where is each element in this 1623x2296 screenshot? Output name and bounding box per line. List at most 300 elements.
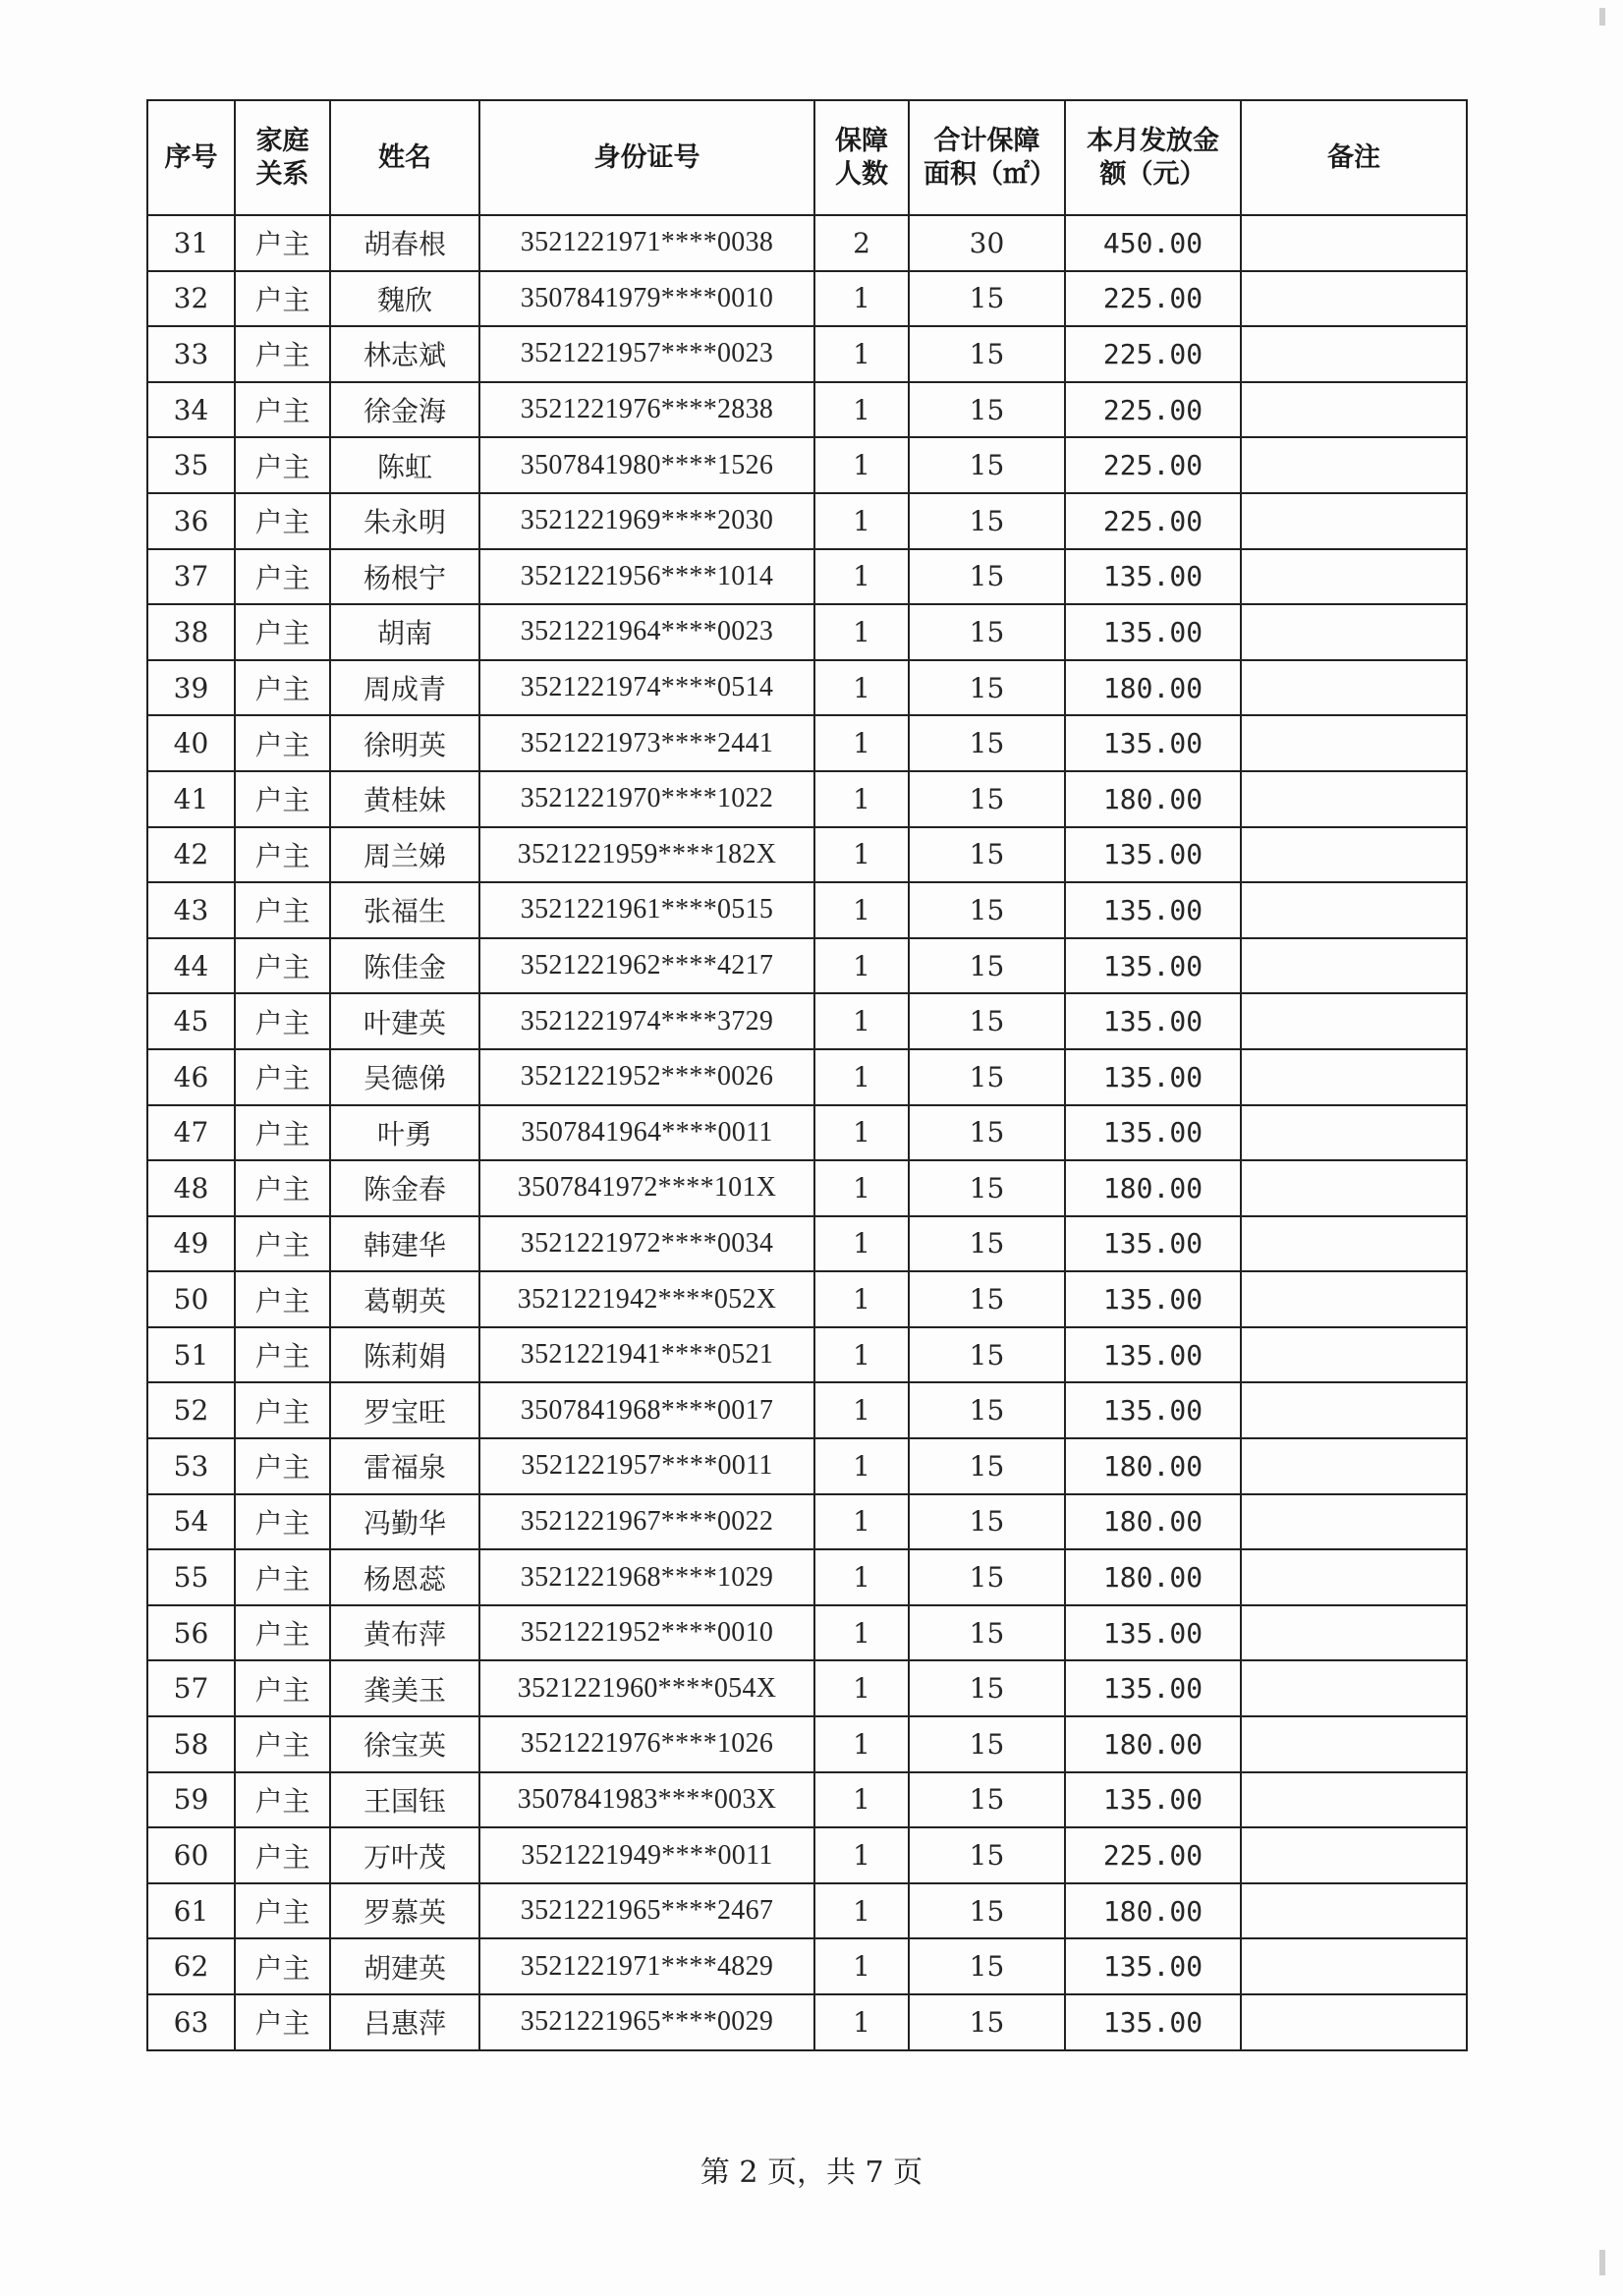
cell-persons: 1 [814, 771, 909, 827]
cell-area: 15 [909, 1049, 1065, 1105]
cell-id-number: 3521221973****2441 [479, 715, 814, 771]
cell-name: 胡南 [330, 604, 479, 660]
cell-name: 胡春根 [330, 215, 479, 271]
cell-remark [1241, 1827, 1467, 1883]
table-row [147, 1883, 1467, 1939]
cell-persons: 1 [814, 1716, 909, 1772]
cell-area: 15 [909, 1605, 1065, 1661]
cell-seq: 60 [147, 1827, 235, 1883]
cell-area: 15 [909, 938, 1065, 994]
cell-seq: 62 [147, 1938, 235, 1994]
cell-persons: 1 [814, 993, 909, 1049]
cell-id-number: 3521221952****0026 [479, 1049, 814, 1105]
table-row [147, 1160, 1467, 1216]
cell-id-number: 3521221964****0023 [479, 604, 814, 660]
cell-persons: 1 [814, 1605, 909, 1661]
cell-persons: 1 [814, 1438, 909, 1494]
cell-name: 吕惠萍 [330, 1994, 479, 2050]
cell-remark [1241, 1660, 1467, 1716]
cell-persons: 1 [814, 493, 909, 549]
cell-area: 15 [909, 604, 1065, 660]
cell-seq: 47 [147, 1105, 235, 1161]
cell-seq: 57 [147, 1660, 235, 1716]
cell-seq: 56 [147, 1605, 235, 1661]
cell-seq: 52 [147, 1382, 235, 1438]
cell-persons: 1 [814, 1049, 909, 1105]
table-row [147, 938, 1467, 994]
table-row [147, 993, 1467, 1049]
cell-persons: 1 [814, 1660, 909, 1716]
cell-area: 15 [909, 549, 1065, 605]
cell-area: 30 [909, 215, 1065, 271]
cell-amount: 135.00 [1065, 1382, 1241, 1438]
cell-persons: 1 [814, 1772, 909, 1828]
cell-persons: 1 [814, 382, 909, 438]
cell-seq: 31 [147, 215, 235, 271]
cell-amount: 225.00 [1065, 493, 1241, 549]
subsidy-roster-table [146, 99, 1468, 2051]
cell-persons: 1 [814, 326, 909, 382]
cell-relation: 户主 [235, 1327, 330, 1383]
cell-persons: 1 [814, 1494, 909, 1550]
header-relation: 家庭关系 [235, 100, 330, 215]
cell-seq: 55 [147, 1549, 235, 1605]
cell-remark [1241, 382, 1467, 438]
cell-id-number: 3521221960****054X [479, 1660, 814, 1716]
cell-id-number: 3521221970****1022 [479, 771, 814, 827]
cell-id-number: 3521221957****0023 [479, 326, 814, 382]
cell-seq: 48 [147, 1160, 235, 1216]
cell-persons: 1 [814, 1105, 909, 1161]
cell-area: 15 [909, 827, 1065, 883]
cell-seq: 45 [147, 993, 235, 1049]
cell-name: 韩建华 [330, 1216, 479, 1272]
header-seq: 序号 [147, 100, 235, 215]
cell-area: 15 [909, 1883, 1065, 1939]
cell-area: 15 [909, 1938, 1065, 1994]
cell-name: 张福生 [330, 882, 479, 938]
cell-amount: 135.00 [1065, 1216, 1241, 1272]
cell-area: 15 [909, 326, 1065, 382]
cell-amount: 180.00 [1065, 1883, 1241, 1939]
cell-persons: 1 [814, 1216, 909, 1272]
table-row [147, 1327, 1467, 1383]
cell-id-number: 3521221959****182X [479, 827, 814, 883]
cell-remark [1241, 493, 1467, 549]
cell-seq: 61 [147, 1883, 235, 1939]
cell-remark [1241, 1549, 1467, 1605]
cell-name: 徐宝英 [330, 1716, 479, 1772]
cell-relation: 户主 [235, 1216, 330, 1272]
cell-relation: 户主 [235, 326, 330, 382]
cell-remark [1241, 771, 1467, 827]
table-row [147, 1660, 1467, 1716]
table-row [147, 660, 1467, 716]
cell-seq: 50 [147, 1271, 235, 1327]
cell-amount: 225.00 [1065, 326, 1241, 382]
cell-amount: 135.00 [1065, 604, 1241, 660]
cell-id-number: 3521221976****2838 [479, 382, 814, 438]
table-row [147, 215, 1467, 271]
table-row [147, 1716, 1467, 1772]
cell-amount: 180.00 [1065, 1438, 1241, 1494]
cell-persons: 1 [814, 604, 909, 660]
cell-seq: 51 [147, 1327, 235, 1383]
cell-area: 15 [909, 437, 1065, 493]
cell-name: 林志斌 [330, 326, 479, 382]
cell-persons: 1 [814, 1160, 909, 1216]
cell-seq: 49 [147, 1216, 235, 1272]
cell-persons: 1 [814, 1271, 909, 1327]
table-row [147, 493, 1467, 549]
cell-remark [1241, 1994, 1467, 2050]
cell-seq: 42 [147, 827, 235, 883]
cell-remark [1241, 549, 1467, 605]
cell-remark [1241, 1216, 1467, 1272]
header-name: 姓名 [330, 100, 479, 215]
cell-id-number: 3521221962****4217 [479, 938, 814, 994]
cell-id-number: 3507841983****003X [479, 1772, 814, 1828]
cell-amount: 180.00 [1065, 1716, 1241, 1772]
cell-name: 胡建英 [330, 1938, 479, 1994]
cell-relation: 户主 [235, 993, 330, 1049]
cell-id-number: 3507841964****0011 [479, 1105, 814, 1161]
cell-seq: 41 [147, 771, 235, 827]
cell-name: 杨根宁 [330, 549, 479, 605]
cell-area: 15 [909, 271, 1065, 327]
table-row [147, 1605, 1467, 1661]
cell-remark [1241, 1494, 1467, 1550]
cell-remark [1241, 437, 1467, 493]
cell-name: 陈莉娟 [330, 1327, 479, 1383]
cell-remark [1241, 1049, 1467, 1105]
cell-remark [1241, 604, 1467, 660]
cell-relation: 户主 [235, 1605, 330, 1661]
cell-name: 陈虹 [330, 437, 479, 493]
cell-name: 罗宝旺 [330, 1382, 479, 1438]
cell-relation: 户主 [235, 1494, 330, 1550]
cell-relation: 户主 [235, 271, 330, 327]
cell-remark [1241, 1327, 1467, 1383]
cell-amount: 135.00 [1065, 1994, 1241, 2050]
cell-id-number: 3521221971****4829 [479, 1938, 814, 1994]
table-body [147, 215, 1467, 2050]
cell-amount: 180.00 [1065, 771, 1241, 827]
cell-id-number: 3521221952****0010 [479, 1605, 814, 1661]
cell-id-number: 3521221941****0521 [479, 1327, 814, 1383]
cell-seq: 58 [147, 1716, 235, 1772]
cell-relation: 户主 [235, 382, 330, 438]
cell-id-number: 3521221969****2030 [479, 493, 814, 549]
table-row [147, 1049, 1467, 1105]
cell-amount: 180.00 [1065, 1160, 1241, 1216]
cell-area: 15 [909, 1438, 1065, 1494]
header-remark: 备注 [1241, 100, 1467, 215]
cell-id-number: 3507841972****101X [479, 1160, 814, 1216]
cell-relation: 户主 [235, 771, 330, 827]
cell-id-number: 3521221974****3729 [479, 993, 814, 1049]
cell-area: 15 [909, 1827, 1065, 1883]
page-number-footer: 第 2 页，共 7 页 [700, 2156, 923, 2190]
cell-seq: 32 [147, 271, 235, 327]
cell-name: 陈金春 [330, 1160, 479, 1216]
cell-relation: 户主 [235, 1271, 330, 1327]
cell-id-number: 3521221965****0029 [479, 1994, 814, 2050]
cell-id-number: 3521221976****1026 [479, 1716, 814, 1772]
cell-relation: 户主 [235, 215, 330, 271]
cell-remark [1241, 938, 1467, 994]
cell-seq: 35 [147, 437, 235, 493]
cell-remark [1241, 215, 1467, 271]
cell-amount: 180.00 [1065, 1549, 1241, 1605]
cell-name: 龚美玉 [330, 1660, 479, 1716]
cell-name: 魏欣 [330, 271, 479, 327]
cell-name: 周成青 [330, 660, 479, 716]
cell-name: 叶建英 [330, 993, 479, 1049]
cell-relation: 户主 [235, 1772, 330, 1828]
cell-seq: 43 [147, 882, 235, 938]
cell-id-number: 3521221967****0022 [479, 1494, 814, 1550]
cell-persons: 1 [814, 715, 909, 771]
cell-seq: 37 [147, 549, 235, 605]
cell-relation: 户主 [235, 1382, 330, 1438]
cell-relation: 户主 [235, 938, 330, 994]
cell-seq: 33 [147, 326, 235, 382]
cell-relation: 户主 [235, 1160, 330, 1216]
cell-area: 15 [909, 1660, 1065, 1716]
cell-id-number: 3521221961****0515 [479, 882, 814, 938]
cell-id-number: 3507841968****0017 [479, 1382, 814, 1438]
table-row [147, 1994, 1467, 2050]
cell-id-number: 3521221965****2467 [479, 1883, 814, 1939]
cell-persons: 1 [814, 1883, 909, 1939]
cell-area: 15 [909, 1105, 1065, 1161]
cell-name: 万叶茂 [330, 1827, 479, 1883]
cell-id-number: 3507841979****0010 [479, 271, 814, 327]
cell-id-number: 3521221974****0514 [479, 660, 814, 716]
table-row [147, 326, 1467, 382]
header-id-number: 身份证号 [479, 100, 814, 215]
cell-amount: 135.00 [1065, 549, 1241, 605]
table-row [147, 882, 1467, 938]
cell-name: 黄桂妹 [330, 771, 479, 827]
cell-name: 雷福泉 [330, 1438, 479, 1494]
cell-name: 黄布萍 [330, 1605, 479, 1661]
cell-amount: 225.00 [1065, 437, 1241, 493]
cell-remark [1241, 660, 1467, 716]
table-row [147, 1271, 1467, 1327]
cell-id-number: 3521221942****052X [479, 1271, 814, 1327]
table-row [147, 549, 1467, 605]
cell-area: 15 [909, 1160, 1065, 1216]
cell-remark [1241, 1938, 1467, 1994]
cell-name: 徐明英 [330, 715, 479, 771]
cell-name: 王国钰 [330, 1772, 479, 1828]
cell-persons: 1 [814, 1938, 909, 1994]
cell-seq: 54 [147, 1494, 235, 1550]
cell-remark [1241, 326, 1467, 382]
cell-amount: 135.00 [1065, 1772, 1241, 1828]
cell-persons: 1 [814, 938, 909, 994]
table-row [147, 771, 1467, 827]
table-row [147, 1105, 1467, 1161]
cell-amount: 135.00 [1065, 1271, 1241, 1327]
table-row [147, 382, 1467, 438]
cell-id-number: 3521221956****1014 [479, 549, 814, 605]
table-header-row [147, 100, 1467, 215]
cell-persons: 1 [814, 1327, 909, 1383]
cell-relation: 户主 [235, 604, 330, 660]
cell-id-number: 3521221972****0034 [479, 1216, 814, 1272]
cell-name: 叶勇 [330, 1105, 479, 1161]
cell-id-number: 3521221968****1029 [479, 1549, 814, 1605]
cell-seq: 34 [147, 382, 235, 438]
cell-relation: 户主 [235, 1716, 330, 1772]
header-amount: 本月发放金额（元） [1065, 100, 1241, 215]
cell-area: 15 [909, 493, 1065, 549]
cell-id-number: 3507841980****1526 [479, 437, 814, 493]
cell-amount: 135.00 [1065, 1327, 1241, 1383]
cell-area: 15 [909, 1772, 1065, 1828]
cell-area: 15 [909, 1716, 1065, 1772]
cell-relation: 户主 [235, 437, 330, 493]
cell-seq: 46 [147, 1049, 235, 1105]
cell-amount: 135.00 [1065, 827, 1241, 883]
cell-relation: 户主 [235, 549, 330, 605]
cell-amount: 135.00 [1065, 1938, 1241, 1994]
cell-amount: 135.00 [1065, 715, 1241, 771]
cell-persons: 1 [814, 1549, 909, 1605]
cell-area: 15 [909, 1382, 1065, 1438]
cell-seq: 59 [147, 1772, 235, 1828]
cell-name: 徐金海 [330, 382, 479, 438]
cell-amount: 135.00 [1065, 1660, 1241, 1716]
cell-seq: 44 [147, 938, 235, 994]
cell-amount: 135.00 [1065, 1105, 1241, 1161]
cell-relation: 户主 [235, 1438, 330, 1494]
cell-relation: 户主 [235, 1660, 330, 1716]
cell-relation: 户主 [235, 1549, 330, 1605]
cell-amount: 135.00 [1065, 1605, 1241, 1661]
cell-persons: 1 [814, 882, 909, 938]
cell-name: 冯勤华 [330, 1494, 479, 1550]
cell-remark [1241, 1883, 1467, 1939]
cell-persons: 1 [814, 1827, 909, 1883]
table-row [147, 1938, 1467, 1994]
table-row [147, 271, 1467, 327]
cell-relation: 户主 [235, 493, 330, 549]
cell-relation: 户主 [235, 827, 330, 883]
header-persons: 保障人数 [814, 100, 909, 215]
cell-relation: 户主 [235, 882, 330, 938]
table-row [147, 604, 1467, 660]
cell-persons: 1 [814, 1994, 909, 2050]
cell-persons: 2 [814, 215, 909, 271]
cell-area: 15 [909, 382, 1065, 438]
cell-id-number: 3521221957****0011 [479, 1438, 814, 1494]
cell-relation: 户主 [235, 1049, 330, 1105]
cell-remark [1241, 1605, 1467, 1661]
cell-name: 罗慕英 [330, 1883, 479, 1939]
cell-persons: 1 [814, 271, 909, 327]
cell-remark [1241, 715, 1467, 771]
table-row [147, 1549, 1467, 1605]
cell-relation: 户主 [235, 1938, 330, 1994]
cell-seq: 39 [147, 660, 235, 716]
cell-remark [1241, 1716, 1467, 1772]
cell-seq: 40 [147, 715, 235, 771]
cell-area: 15 [909, 660, 1065, 716]
cell-area: 15 [909, 771, 1065, 827]
table-row [147, 1772, 1467, 1828]
cell-persons: 1 [814, 1382, 909, 1438]
cell-amount: 450.00 [1065, 215, 1241, 271]
cell-area: 15 [909, 1494, 1065, 1550]
cell-area: 15 [909, 1327, 1065, 1383]
cell-remark [1241, 882, 1467, 938]
cell-remark [1241, 993, 1467, 1049]
table-row [147, 1382, 1467, 1438]
cell-amount: 135.00 [1065, 938, 1241, 994]
cell-area: 15 [909, 993, 1065, 1049]
cell-relation: 户主 [235, 1883, 330, 1939]
table-row [147, 1494, 1467, 1550]
cell-remark [1241, 1271, 1467, 1327]
cell-area: 15 [909, 882, 1065, 938]
cell-seq: 38 [147, 604, 235, 660]
cell-relation: 户主 [235, 715, 330, 771]
cell-area: 15 [909, 715, 1065, 771]
table-row [147, 1216, 1467, 1272]
cell-amount: 225.00 [1065, 1827, 1241, 1883]
cell-remark [1241, 1105, 1467, 1161]
cell-amount: 135.00 [1065, 993, 1241, 1049]
table-row [147, 437, 1467, 493]
cell-amount: 225.00 [1065, 382, 1241, 438]
cell-amount: 180.00 [1065, 660, 1241, 716]
cell-name: 陈佳金 [330, 938, 479, 994]
cell-relation: 户主 [235, 1994, 330, 2050]
table-row [147, 827, 1467, 883]
cell-persons: 1 [814, 549, 909, 605]
cell-amount: 225.00 [1065, 271, 1241, 327]
cell-amount: 135.00 [1065, 882, 1241, 938]
cell-name: 周兰娣 [330, 827, 479, 883]
cell-relation: 户主 [235, 1827, 330, 1883]
cell-persons: 1 [814, 437, 909, 493]
table-row [147, 1827, 1467, 1883]
cell-amount: 135.00 [1065, 1049, 1241, 1105]
cell-remark [1241, 271, 1467, 327]
cell-seq: 63 [147, 1994, 235, 2050]
header-area: 合计保障面积（㎡） [909, 100, 1065, 215]
cell-seq: 53 [147, 1438, 235, 1494]
cell-persons: 1 [814, 827, 909, 883]
cell-name: 吴德俤 [330, 1049, 479, 1105]
cell-remark [1241, 1160, 1467, 1216]
cell-name: 葛朝英 [330, 1271, 479, 1327]
cell-id-number: 3521221971****0038 [479, 215, 814, 271]
scan-edge-mark [1599, 2250, 1605, 2275]
cell-seq: 36 [147, 493, 235, 549]
cell-remark [1241, 1438, 1467, 1494]
cell-area: 15 [909, 1994, 1065, 2050]
cell-relation: 户主 [235, 1105, 330, 1161]
scan-edge-mark [1599, 8, 1605, 26]
cell-area: 15 [909, 1216, 1065, 1272]
cell-remark [1241, 1382, 1467, 1438]
cell-name: 朱永明 [330, 493, 479, 549]
